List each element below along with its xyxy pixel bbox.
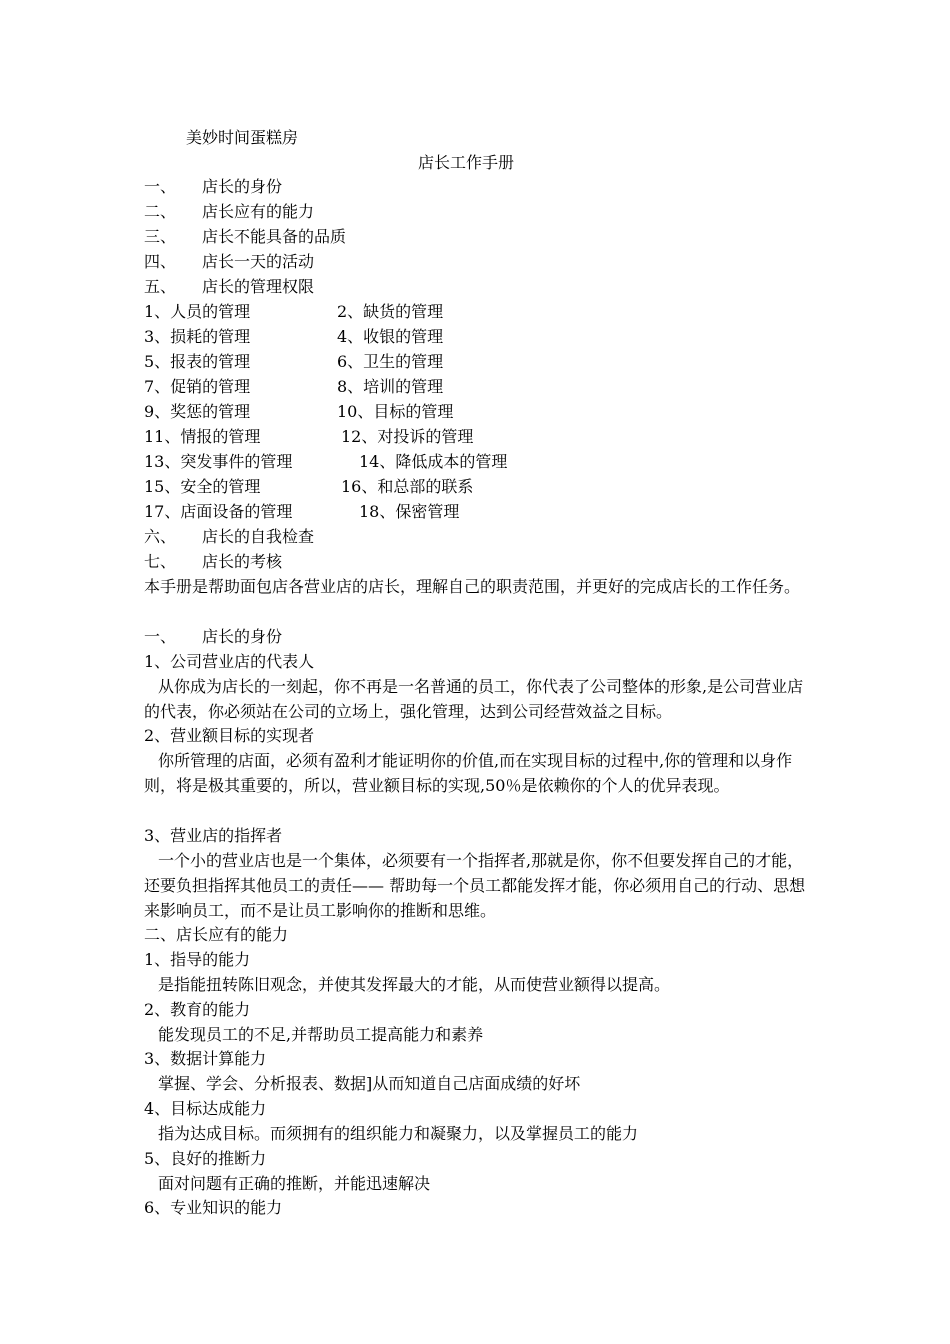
mgmt-item: 18、保密管理 — [359, 502, 460, 521]
mgmt-item: 15、安全的管理 — [144, 477, 261, 496]
section-heading: 二、店长应有的能力 — [144, 925, 289, 944]
toc-label: 店长不能具备的品质 — [202, 227, 347, 246]
mgmt-item: 4、收银的管理 — [337, 327, 444, 346]
mgmt-item: 3、损耗的管理 — [144, 327, 251, 346]
company-name: 美妙时间蛋糕房 — [186, 128, 299, 147]
intro-paragraph: 本手册是帮助面包店各营业店的店长，理解自己的职责范围，并更好的完成店长的工作任务。 — [144, 577, 801, 596]
item-heading: 6、专业知识的能力 — [144, 1198, 283, 1217]
mgmt-item: 12、对投诉的管理 — [341, 427, 474, 446]
mgmt-item: 13、突发事件的管理 — [144, 452, 293, 471]
item-heading: 1、公司营业店的代表人 — [144, 652, 315, 671]
toc-label: 店长的考核 — [202, 552, 283, 571]
mgmt-item: 7、促销的管理 — [144, 377, 251, 396]
item-heading: 3、营业店的指挥者 — [144, 826, 283, 845]
mgmt-item: 6、卫生的管理 — [337, 352, 444, 371]
mgmt-item: 16、和总部的联系 — [341, 477, 474, 496]
section-heading: 店长的身份 — [202, 627, 283, 646]
item-heading: 2、教育的能力 — [144, 1000, 251, 1019]
toc-number: 一、 — [144, 177, 177, 196]
toc-number: 四、 — [144, 252, 177, 271]
item-body: 掌握、学会、分析报表、数据]从而知道自己店面成绩的好坏 — [158, 1074, 581, 1093]
toc-number: 七、 — [144, 552, 177, 571]
toc-label: 店长的身份 — [202, 177, 283, 196]
item-heading: 5、良好的推断力 — [144, 1149, 267, 1168]
mgmt-item: 11、情报的管理 — [144, 427, 261, 446]
item-body: 从你成为店长的一刻起，你不再是一名普通的员工，你代表了公司整体的形象,是公司营业店的代表，你必须站在公司的立场上，强化管理，达到公司经营效益之目标。 — [144, 677, 804, 721]
mgmt-item: 9、奖惩的管理 — [144, 402, 251, 421]
mgmt-item: 1、人员的管理 — [144, 302, 251, 321]
document-title: 店长工作手册 — [418, 153, 515, 172]
mgmt-item: 10、目标的管理 — [337, 402, 454, 421]
item-body: 能发现员工的不足,并帮助员工提高能力和素养 — [158, 1025, 484, 1044]
toc-number: 二、 — [144, 202, 177, 221]
mgmt-item: 17、店面设备的管理 — [144, 502, 293, 521]
item-body: 面对问题有正确的推断，并能迅速解决 — [158, 1174, 431, 1193]
mgmt-item: 5、报表的管理 — [144, 352, 251, 371]
toc-label: 店长一天的活动 — [202, 252, 315, 271]
item-body: 是指能扭转陈旧观念，并使其发挥最大的才能，从而使营业额得以提高。 — [158, 975, 671, 994]
item-body: 你所管理的店面，必须有盈利才能证明你的价值,而在实现目标的过程中,你的管理和以身作则，将是极其重要的，所以，营业额目标的实现,50％是依赖你的个人的优异表现。 — [144, 751, 793, 795]
toc-number: 三、 — [144, 227, 177, 246]
item-body: 指为达成目标。而须拥有的组织能力和凝聚力，以及掌握员工的能力 — [158, 1124, 639, 1143]
item-heading: 3、数据计算能力 — [144, 1049, 267, 1068]
mgmt-item: 8、培训的管理 — [337, 377, 444, 396]
toc-label: 店长应有的能力 — [202, 202, 315, 221]
item-body: 一个小的营业店也是一个集体，必须要有一个指挥者,那就是你，你不但要发挥自己的才能，还要负担指挥其他员工的责任—— 帮助每一个员工都能发挥才能，你必须用自己的行动、思想来影响员工，而不是让员工影响你的推断和思维。 — [144, 851, 806, 920]
toc-label: 店长的自我检查 — [202, 527, 315, 546]
section-number: 一、 — [144, 627, 177, 646]
item-heading: 4、目标达成能力 — [144, 1099, 267, 1118]
toc-label: 店长的管理权限 — [202, 277, 315, 296]
item-heading: 2、营业额目标的实现者 — [144, 726, 315, 745]
mgmt-item: 2、缺货的管理 — [337, 302, 444, 321]
toc-number: 六、 — [144, 527, 177, 546]
mgmt-item: 14、降低成本的管理 — [359, 452, 508, 471]
toc-number: 五、 — [144, 277, 177, 296]
item-heading: 1、指导的能力 — [144, 950, 251, 969]
